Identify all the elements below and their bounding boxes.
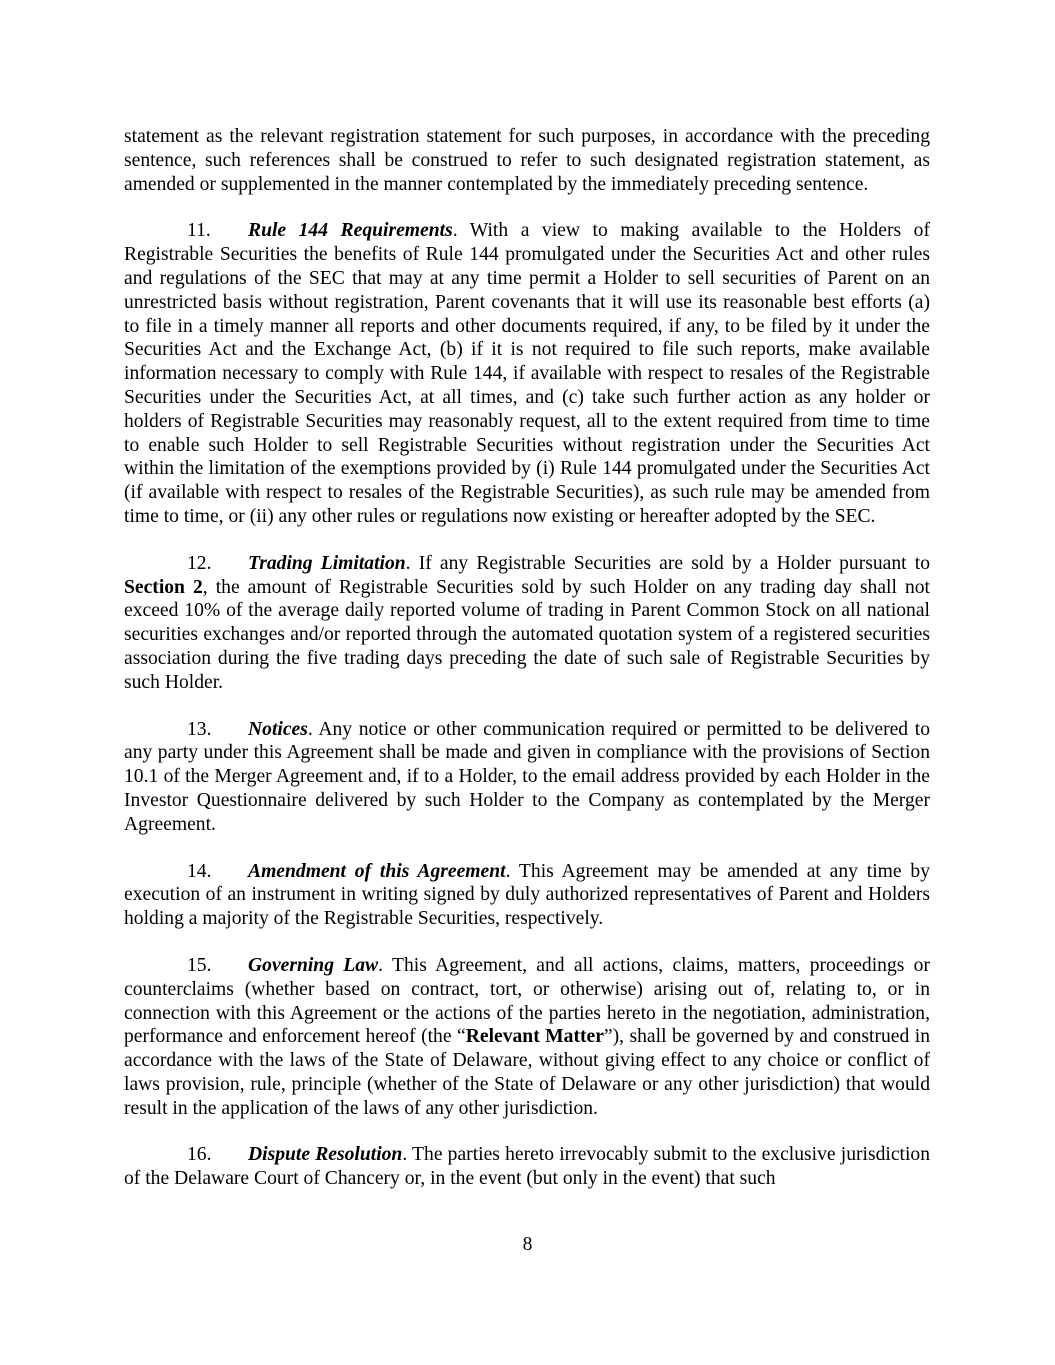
- section-text: . This Agreement may be amended at any time by execution of an instrument in writing signed by duly authorized representatives of Parent and Holders holding a majority of the Registrable Securities, respectively.: [124, 860, 930, 930]
- section-text: , the amount of Registrable Securities sold by such Holder on any trading day shall not exceed 10% of the average daily reported volume of trading in Parent Common Stock on all national securities exchanges and/or reported through the automated quotation system of a registered securities association during the five trading days preceding the date of such sale of Registrable Securities by such Holder.: [124, 576, 930, 693]
- section-14-paragraph: [124, 860, 930, 931]
- section-text: . This Agreement, and all actions, claims, matters, proceedings or counterclaims (whether based on contract, tort, or otherwise) arising out of, relating to, or in connection with this Agreement or the actions of the parties hereto in the negotiation, administration, performance and enforcement hereof (the “: [124, 954, 930, 1048]
- section-text: . Any notice or other communication required or permitted to be delivered to any party under this Agreement shall be made and given in compliance with the provisions of Section 10.1 of the Merger Agreement and, if to a Holder, to the email address provided by each Holder in the Investor Questionnaire delivered by such Holder to the Company as contemplated by the Merger Agreement.: [124, 718, 930, 835]
- section-heading: Rule 144 Requirements: [248, 220, 453, 242]
- defined-term: Relevant Matter: [465, 1026, 604, 1048]
- section-heading: Amendment of this Agreement: [248, 860, 506, 882]
- section-16-paragraph: [124, 1143, 930, 1191]
- section-text: . If any Registrable Securities are sold by a Holder pursuant to: [405, 552, 930, 574]
- section-text: ”), shall be governed by and construed in accordance with the laws of the State of Delaware, without giving effect to any choice or conflict of laws provision, rule, principle (whether of the State of Delaware or any other jurisdiction) that would result in the application of the laws of any other jurisdiction.: [124, 1026, 930, 1119]
- section-text: . With a view to making available to the Holders of Registrable Securities the benefits of Rule 144 promulgated under the Securities Act and other rules and regulations of the SEC that may at any time permit a Holder to sell securities of Parent on an unrestricted basis without registration, Parent covenants that it will use its reasonable best efforts (a) to file in a timely manner all reports and other documents required, if any, to be filed by it under the Securities Act and the Exchange Act, (b) if it is not required to file such reports, make available information necessary to comply with Rule 144, if available with respect to resales of the Registrable Securities under the Securities Act, at all times, and (c) take such further action as any holder or holders of Registrable Securities may reasonably request, all to the extent required from time to time to enable such Holder to sell Registrable Securities without registration under the Securities Act within the limitation of the exemptions provided by (i) Rule 144 promulgated under the Securities Act (if available with respect to resales of the Registrable Securities), as such rule may be amended from time to time, or (ii) any other rules or regulations now existing or hereafter adopted by the SEC.: [124, 220, 930, 527]
- section-number: 13.: [187, 718, 212, 740]
- section-heading: Trading Limitation: [248, 552, 406, 574]
- section-number: 11.: [187, 220, 211, 242]
- section-12-paragraph: [124, 552, 930, 695]
- page-body: [124, 125, 930, 1214]
- section-heading: Governing Law: [248, 954, 379, 976]
- section-number: 15.: [187, 954, 212, 976]
- section-number: 16.: [187, 1144, 212, 1166]
- section-heading: Notices: [248, 718, 308, 740]
- section-number: 14.: [187, 860, 212, 882]
- section-number: 12.: [187, 552, 212, 574]
- section-text: . The parties hereto irrevocably submit to the exclusive jurisdiction of the Delaware Court of Chancery or, in the event (but only in the event) that such: [124, 1144, 931, 1190]
- section-15-paragraph: [124, 954, 930, 1121]
- section-heading: Dispute Resolution: [248, 1144, 403, 1166]
- continuation-paragraph: statement as the relevant registration statement for such purposes, in accordance with the preceding sentence, such references shall be construed to refer to such designated registration statement, as amended or supplemented in the manner contemplated by the immediately preceding sentence.: [124, 126, 930, 195]
- section-13-paragraph: [124, 718, 930, 837]
- section-cross-reference: Section 2: [124, 576, 203, 598]
- page-number: 8: [522, 1234, 533, 1255]
- section-11-paragraph: [124, 219, 930, 528]
